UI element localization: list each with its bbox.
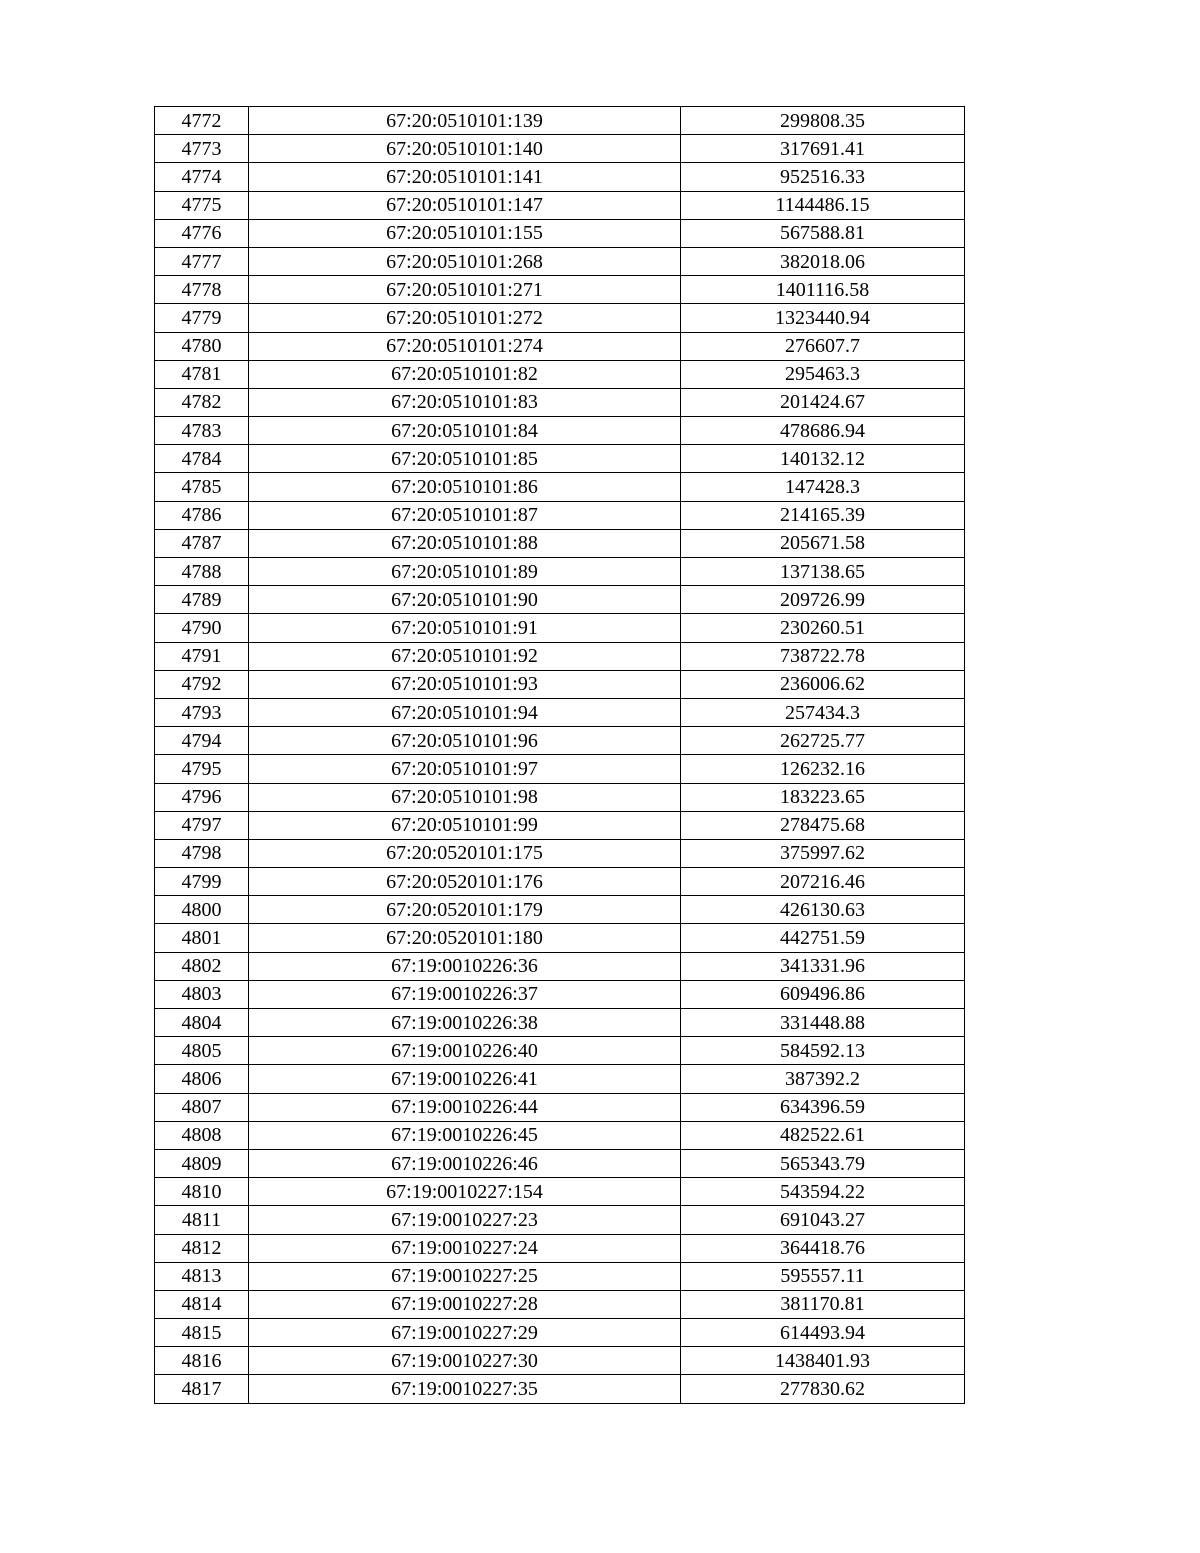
- row-number-cell: 4801: [155, 924, 249, 952]
- cadastral-value-cell: 1438401.93: [681, 1347, 965, 1375]
- table-row: [155, 727, 965, 755]
- cadastral-value-cell: 277830.62: [681, 1375, 965, 1403]
- cadastral-number-cell: 67:19:0010227:23: [249, 1206, 681, 1234]
- cadastral-value-cell: 595557.11: [681, 1262, 965, 1290]
- cadastral-value-cell: 1323440.94: [681, 304, 965, 332]
- cadastral-number-cell: 67:19:0010227:25: [249, 1262, 681, 1290]
- cadastral-value-cell: 691043.27: [681, 1206, 965, 1234]
- table-body: [155, 107, 965, 1404]
- cadastral-value-cell: 230260.51: [681, 614, 965, 642]
- cadastral-number-cell: 67:20:0510101:141: [249, 163, 681, 191]
- cadastral-number-cell: 67:19:0010227:35: [249, 1375, 681, 1403]
- cadastral-value-cell: 295463.3: [681, 360, 965, 388]
- cadastral-number-cell: 67:19:0010227:28: [249, 1290, 681, 1318]
- cadastral-value-cell: 207216.46: [681, 868, 965, 896]
- row-number-cell: 4783: [155, 417, 249, 445]
- table-row: [155, 107, 965, 135]
- row-number-cell: 4784: [155, 445, 249, 473]
- row-number-cell: 4808: [155, 1121, 249, 1149]
- table-row: [155, 868, 965, 896]
- table-row: [155, 1375, 965, 1403]
- cadastral-number-cell: 67:20:0510101:140: [249, 135, 681, 163]
- cadastral-number-cell: 67:19:0010226:44: [249, 1093, 681, 1121]
- row-number-cell: 4797: [155, 811, 249, 839]
- cadastral-value-cell: 214165.39: [681, 501, 965, 529]
- table-row: [155, 1065, 965, 1093]
- table-row: [155, 1347, 965, 1375]
- cadastral-value-cell: 738722.78: [681, 642, 965, 670]
- cadastral-value-cell: 262725.77: [681, 727, 965, 755]
- cadastral-number-cell: 67:19:0010226:37: [249, 980, 681, 1008]
- table-row: [155, 558, 965, 586]
- cadastral-number-cell: 67:20:0510101:84: [249, 417, 681, 445]
- row-number-cell: 4817: [155, 1375, 249, 1403]
- row-number-cell: 4802: [155, 952, 249, 980]
- table-row: [155, 698, 965, 726]
- row-number-cell: 4812: [155, 1234, 249, 1262]
- table-row: [155, 1178, 965, 1206]
- cadastral-value-cell: 478686.94: [681, 417, 965, 445]
- cadastral-value-cell: 183223.65: [681, 783, 965, 811]
- row-number-cell: 4806: [155, 1065, 249, 1093]
- row-number-cell: 4773: [155, 135, 249, 163]
- table-row: [155, 839, 965, 867]
- cadastral-value-cell: 126232.16: [681, 755, 965, 783]
- table-row: [155, 952, 965, 980]
- cadastral-value-cell: 387392.2: [681, 1065, 965, 1093]
- row-number-cell: 4782: [155, 388, 249, 416]
- table-row: [155, 980, 965, 1008]
- cadastral-number-cell: 67:20:0520101:180: [249, 924, 681, 952]
- cadastral-number-cell: 67:19:0010226:46: [249, 1149, 681, 1177]
- cadastral-value-cell: 278475.68: [681, 811, 965, 839]
- cadastral-number-cell: 67:19:0010226:36: [249, 952, 681, 980]
- row-number-cell: 4778: [155, 276, 249, 304]
- row-number-cell: 4787: [155, 529, 249, 557]
- row-number-cell: 4794: [155, 727, 249, 755]
- cadastral-number-cell: 67:20:0510101:82: [249, 360, 681, 388]
- table-row: [155, 614, 965, 642]
- row-number-cell: 4775: [155, 191, 249, 219]
- cadastral-value-cell: 381170.81: [681, 1290, 965, 1318]
- table-row: [155, 1262, 965, 1290]
- table-row: [155, 755, 965, 783]
- cadastral-value-cell: 276607.7: [681, 332, 965, 360]
- row-number-cell: 4805: [155, 1037, 249, 1065]
- cadastral-number-cell: 67:19:0010226:38: [249, 1009, 681, 1037]
- row-number-cell: 4791: [155, 642, 249, 670]
- cadastral-value-cell: 1144486.15: [681, 191, 965, 219]
- cadastral-number-cell: 67:19:0010226:45: [249, 1121, 681, 1149]
- cadastral-number-cell: 67:20:0510101:274: [249, 332, 681, 360]
- table-row: [155, 219, 965, 247]
- cadastral-value-table: [154, 106, 965, 1404]
- cadastral-number-cell: 67:19:0010227:29: [249, 1319, 681, 1347]
- row-number-cell: 4814: [155, 1290, 249, 1318]
- table-row: [155, 1290, 965, 1318]
- table-row: [155, 896, 965, 924]
- table-row: [155, 811, 965, 839]
- row-number-cell: 4777: [155, 247, 249, 275]
- row-number-cell: 4780: [155, 332, 249, 360]
- table-row: [155, 1093, 965, 1121]
- cadastral-value-cell: 201424.67: [681, 388, 965, 416]
- cadastral-number-cell: 67:20:0510101:96: [249, 727, 681, 755]
- cadastral-number-cell: 67:20:0510101:147: [249, 191, 681, 219]
- table-row: [155, 529, 965, 557]
- cadastral-value-cell: 426130.63: [681, 896, 965, 924]
- cadastral-number-cell: 67:20:0510101:97: [249, 755, 681, 783]
- table-row: [155, 388, 965, 416]
- cadastral-value-cell: 209726.99: [681, 586, 965, 614]
- table-row: [155, 642, 965, 670]
- cadastral-number-cell: 67:20:0510101:86: [249, 473, 681, 501]
- table-row: [155, 1234, 965, 1262]
- cadastral-value-cell: 317691.41: [681, 135, 965, 163]
- cadastral-number-cell: 67:20:0510101:272: [249, 304, 681, 332]
- row-number-cell: 4800: [155, 896, 249, 924]
- cadastral-value-cell: 614493.94: [681, 1319, 965, 1347]
- cadastral-value-cell: 257434.3: [681, 698, 965, 726]
- table-row: [155, 135, 965, 163]
- table-row: [155, 1121, 965, 1149]
- table-row: [155, 163, 965, 191]
- row-number-cell: 4799: [155, 868, 249, 896]
- row-number-cell: 4772: [155, 107, 249, 135]
- row-number-cell: 4776: [155, 219, 249, 247]
- cadastral-number-cell: 67:20:0520101:175: [249, 839, 681, 867]
- table-row: [155, 1037, 965, 1065]
- cadastral-value-cell: 205671.58: [681, 529, 965, 557]
- row-number-cell: 4804: [155, 1009, 249, 1037]
- cadastral-number-cell: 67:20:0510101:94: [249, 698, 681, 726]
- cadastral-value-cell: 236006.62: [681, 670, 965, 698]
- table-row: [155, 360, 965, 388]
- cadastral-number-cell: 67:20:0510101:268: [249, 247, 681, 275]
- row-number-cell: 4781: [155, 360, 249, 388]
- row-number-cell: 4792: [155, 670, 249, 698]
- cadastral-number-cell: 67:20:0510101:83: [249, 388, 681, 416]
- table-row: [155, 783, 965, 811]
- row-number-cell: 4790: [155, 614, 249, 642]
- cadastral-number-cell: 67:20:0510101:91: [249, 614, 681, 642]
- row-number-cell: 4803: [155, 980, 249, 1008]
- row-number-cell: 4809: [155, 1149, 249, 1177]
- row-number-cell: 4816: [155, 1347, 249, 1375]
- cadastral-number-cell: 67:20:0510101:90: [249, 586, 681, 614]
- row-number-cell: 4785: [155, 473, 249, 501]
- cadastral-number-cell: 67:19:0010226:41: [249, 1065, 681, 1093]
- cadastral-value-cell: 375997.62: [681, 839, 965, 867]
- table-row: [155, 304, 965, 332]
- cadastral-value-cell: 364418.76: [681, 1234, 965, 1262]
- row-number-cell: 4786: [155, 501, 249, 529]
- cadastral-number-cell: 67:19:0010227:154: [249, 1178, 681, 1206]
- cadastral-number-cell: 67:20:0510101:99: [249, 811, 681, 839]
- row-number-cell: 4789: [155, 586, 249, 614]
- row-number-cell: 4788: [155, 558, 249, 586]
- row-number-cell: 4810: [155, 1178, 249, 1206]
- table-row: [155, 276, 965, 304]
- row-number-cell: 4793: [155, 698, 249, 726]
- cadastral-value-cell: 543594.22: [681, 1178, 965, 1206]
- cadastral-value-cell: 567588.81: [681, 219, 965, 247]
- cadastral-value-cell: 584592.13: [681, 1037, 965, 1065]
- table-row: [155, 417, 965, 445]
- row-number-cell: 4796: [155, 783, 249, 811]
- table-row: [155, 332, 965, 360]
- cadastral-number-cell: 67:20:0510101:85: [249, 445, 681, 473]
- table-row: [155, 191, 965, 219]
- cadastral-value-cell: 331448.88: [681, 1009, 965, 1037]
- table-row: [155, 247, 965, 275]
- row-number-cell: 4795: [155, 755, 249, 783]
- table-row: [155, 924, 965, 952]
- table-row: [155, 1319, 965, 1347]
- cadastral-number-cell: 67:19:0010227:24: [249, 1234, 681, 1262]
- cadastral-number-cell: 67:20:0510101:89: [249, 558, 681, 586]
- table-row: [155, 586, 965, 614]
- row-number-cell: 4813: [155, 1262, 249, 1290]
- cadastral-number-cell: 67:20:0510101:92: [249, 642, 681, 670]
- cadastral-number-cell: 67:20:0510101:93: [249, 670, 681, 698]
- cadastral-number-cell: 67:19:0010226:40: [249, 1037, 681, 1065]
- row-number-cell: 4815: [155, 1319, 249, 1347]
- cadastral-number-cell: 67:20:0510101:87: [249, 501, 681, 529]
- cadastral-number-cell: 67:20:0510101:88: [249, 529, 681, 557]
- cadastral-value-cell: 442751.59: [681, 924, 965, 952]
- cadastral-value-cell: 609496.86: [681, 980, 965, 1008]
- row-number-cell: 4811: [155, 1206, 249, 1234]
- row-number-cell: 4779: [155, 304, 249, 332]
- row-number-cell: 4798: [155, 839, 249, 867]
- cadastral-number-cell: 67:20:0520101:176: [249, 868, 681, 896]
- table-row: [155, 1149, 965, 1177]
- cadastral-number-cell: 67:20:0510101:155: [249, 219, 681, 247]
- cadastral-number-cell: 67:20:0510101:139: [249, 107, 681, 135]
- cadastral-number-cell: 67:20:0510101:271: [249, 276, 681, 304]
- row-number-cell: 4774: [155, 163, 249, 191]
- cadastral-value-cell: 482522.61: [681, 1121, 965, 1149]
- table-row: [155, 670, 965, 698]
- cadastral-number-cell: 67:19:0010227:30: [249, 1347, 681, 1375]
- cadastral-value-cell: 952516.33: [681, 163, 965, 191]
- cadastral-value-cell: 382018.06: [681, 247, 965, 275]
- table-row: [155, 1009, 965, 1037]
- cadastral-number-cell: 67:20:0510101:98: [249, 783, 681, 811]
- table-row: [155, 1206, 965, 1234]
- cadastral-value-cell: 140132.12: [681, 445, 965, 473]
- cadastral-value-cell: 341331.96: [681, 952, 965, 980]
- table-row: [155, 501, 965, 529]
- cadastral-value-cell: 565343.79: [681, 1149, 965, 1177]
- table-row: [155, 473, 965, 501]
- cadastral-value-cell: 1401116.58: [681, 276, 965, 304]
- row-number-cell: 4807: [155, 1093, 249, 1121]
- cadastral-value-cell: 137138.65: [681, 558, 965, 586]
- cadastral-value-cell: 147428.3: [681, 473, 965, 501]
- cadastral-value-cell: 299808.35: [681, 107, 965, 135]
- cadastral-value-cell: 634396.59: [681, 1093, 965, 1121]
- table-row: [155, 445, 965, 473]
- cadastral-number-cell: 67:20:0520101:179: [249, 896, 681, 924]
